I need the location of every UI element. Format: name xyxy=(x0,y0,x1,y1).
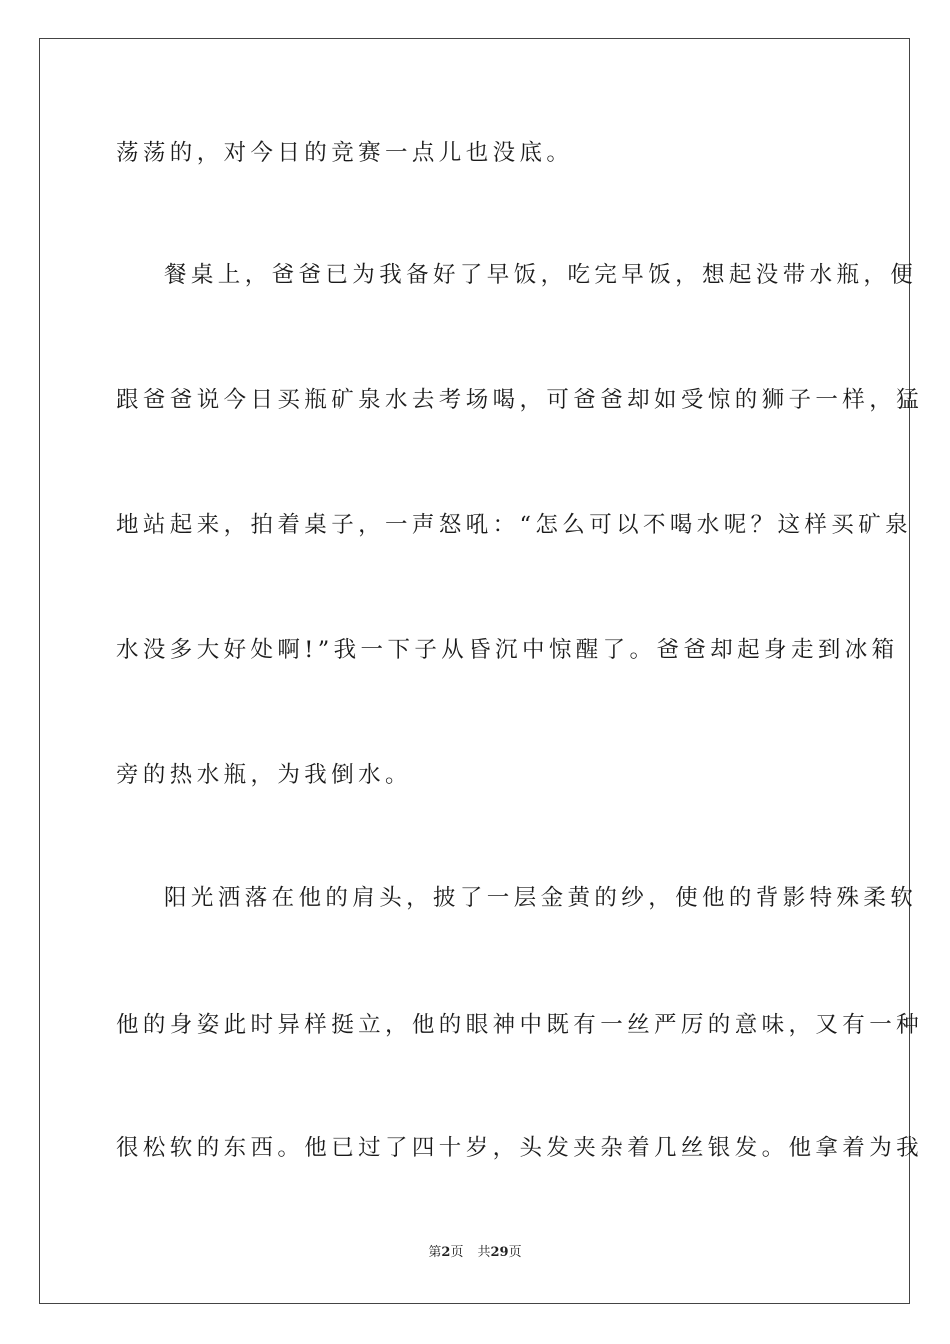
footer-total-prefix: 共 xyxy=(477,1245,491,1260)
footer-page-suffix: 页 xyxy=(450,1245,464,1260)
footer-total-pages: 29 xyxy=(490,1245,509,1260)
text-line-1: 荡荡的，对今日的竞赛一点儿也没底。 xyxy=(116,140,574,166)
page-border xyxy=(39,38,924,1304)
footer-page-number: 2 xyxy=(441,1245,451,1260)
text-line-3: 跟爸爸说今日买瓶矿泉水去考场喝，可爸爸却如受惊的狮子一样，猛 xyxy=(116,387,924,413)
text-line-7: 阳光洒落在他的肩头，披了一层金黄的纱，使他的背影特殊柔软 xyxy=(164,885,918,911)
text-line-5: 水没多大好处啊!”我一下子从昏沉中惊醒了。爸爸却起身走到冰箱 xyxy=(116,637,899,663)
text-line-2: 餐桌上，爸爸已为我备好了早饭，吃完早饭，想起没带水瓶，便 xyxy=(164,262,918,288)
text-line-8: 他的身姿此时异样挺立，他的眼神中既有一丝严厉的意味，又有一种 xyxy=(116,1012,924,1038)
footer-total-suffix: 页 xyxy=(508,1245,522,1260)
footer-page-prefix: 第 xyxy=(428,1245,442,1260)
text-line-4: 地站起来，拍着桌子，一声怒吼：“怎么可以不喝水呢？这样买矿泉 xyxy=(116,512,913,538)
page-footer xyxy=(0,1244,950,1262)
text-line-9: 很松软的东西。他已过了四十岁，头发夹杂着几丝银发。他拿着为我 xyxy=(116,1135,924,1161)
text-line-6: 旁的热水瓶，为我倒水。 xyxy=(116,762,412,788)
